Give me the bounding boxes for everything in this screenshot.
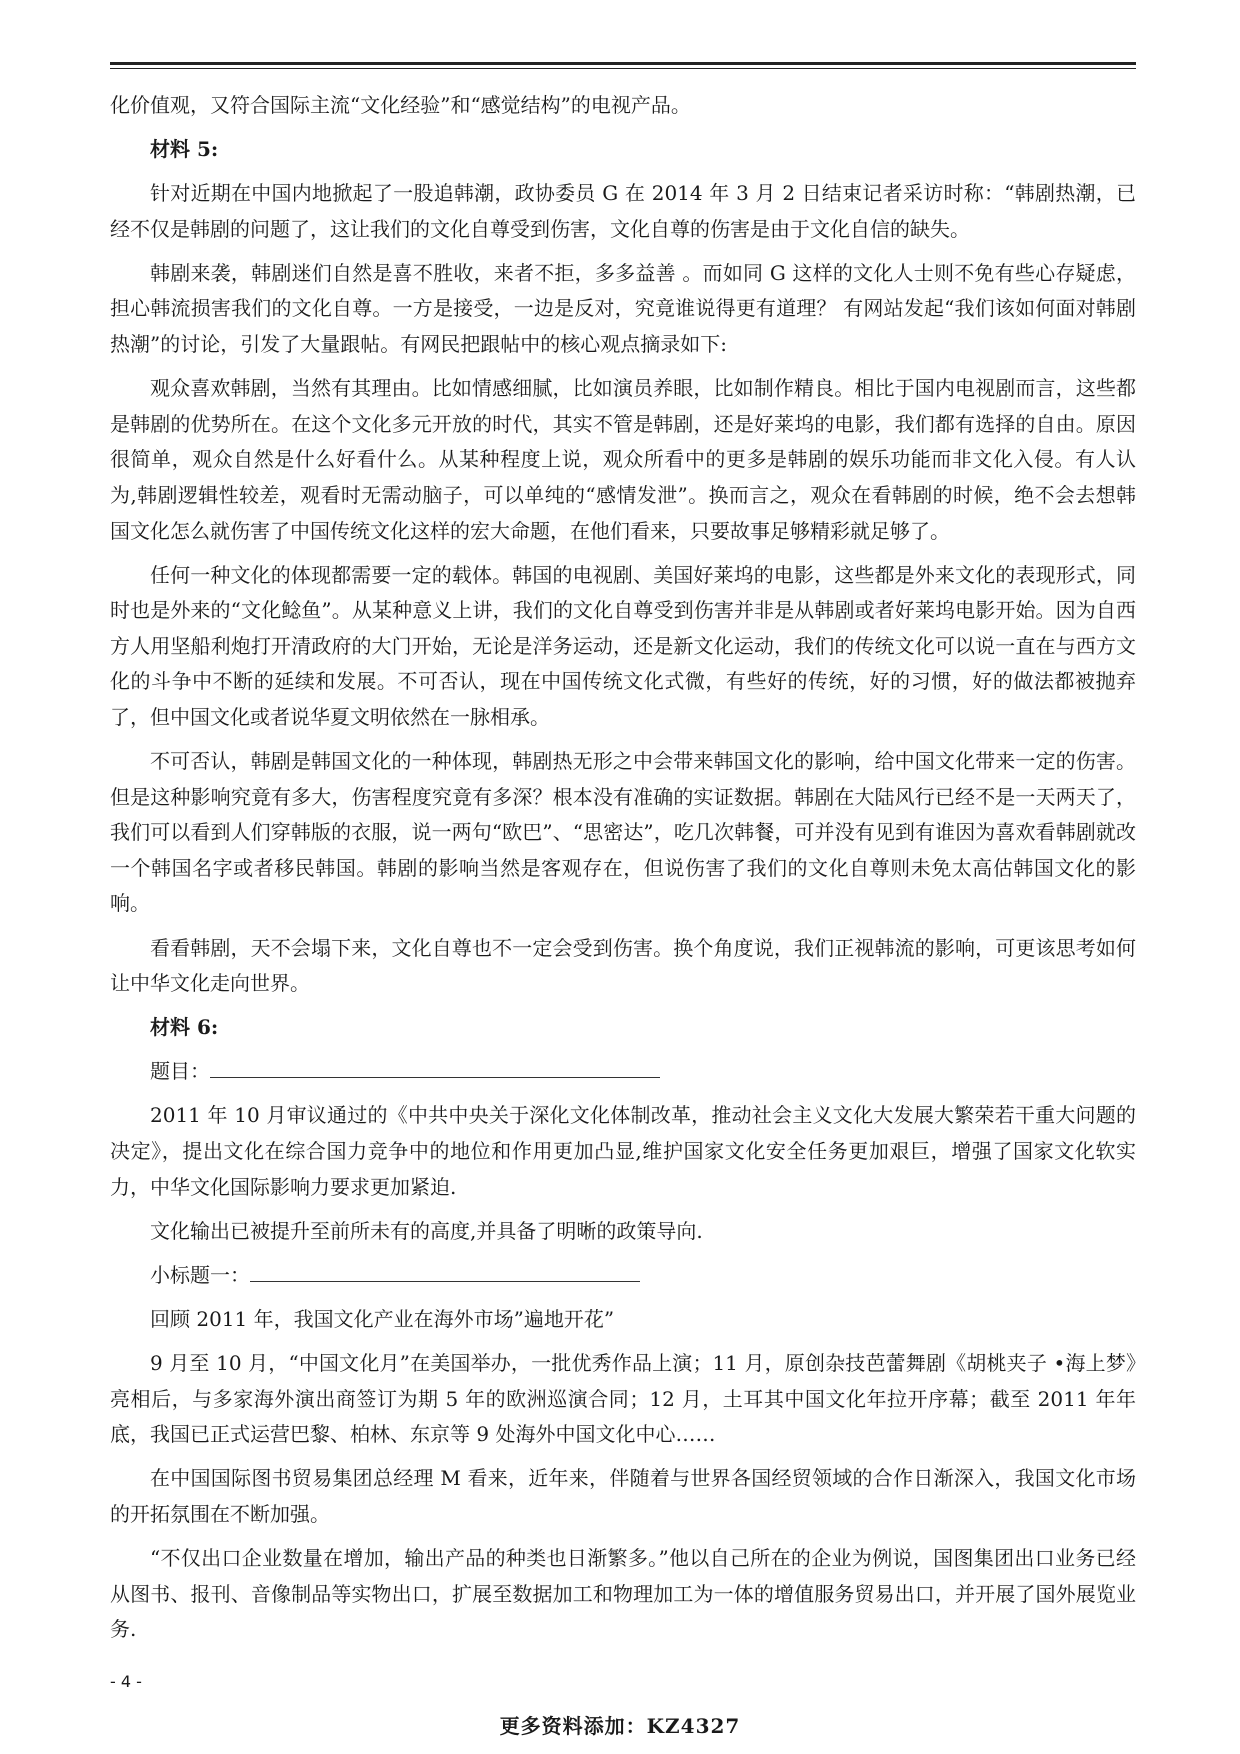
paragraph-continuation: 化价值观，又符合国际主流“文化经验”和“感觉结构”的电视产品。 — [110, 93, 691, 117]
paragraph: 在中国国际图书贸易集团总经理 M 看来，近年来，伴随着与世界各国经贸领域的合作日渐深入，我国文化市场的开拓氛围在不断加强。 — [110, 1466, 1136, 1526]
page-number: - 4 - — [110, 1672, 142, 1691]
paragraph: 针对近期在中国内地掀起了一股追韩潮，政协委员 G 在 2014 年 3 月 2 日结束记者采访时称：“韩剧热潮，已经不仅是韩剧的问题了，这让我们的文化自尊受到伤害，文化自尊的伤害是由于文化自信的缺失。 — [110, 181, 1136, 241]
paragraph: 回顾 2011 年，我国文化产业在海外市场”遍地开花” — [150, 1306, 615, 1331]
paragraph: 文化输出已被提升至前所未有的高度,并具备了明晰的政策导向. — [150, 1218, 703, 1243]
title-label: 题目： — [150, 1059, 210, 1084]
paragraph: 观众喜欢韩剧，当然有其理由。比如情感细腻，比如演员养眼，比如制作精良。相比于国内电视剧而言，这些都是韩剧的优势所在。在这个文化多元开放的时代，其实不管是韩剧，还是好莱坞的电影，我们都有选择的自由。原因很简单，观众自然是什么好看什么。从某种程度上说，观众所看中的更多是韩剧的娱乐功能而非文化入侵。有人认为,韩剧逻辑性较差，观看时无需动脑子，可以单纯的“感情发泄”。换而言之，观众在看韩剧的时候，绝不会去想韩国文化怎么就伤害了中国传统文化这样的宏大命题，在他们看来，只要故事足够精彩就足够了。 — [110, 376, 1136, 543]
material-5-heading: 材料 5: — [150, 137, 219, 162]
title-blank-line — [110, 1054, 1136, 1090]
header-rule-thick — [110, 62, 1136, 65]
title-blank — [210, 1055, 660, 1078]
paragraph: 韩剧来袭，韩剧迷们自然是喜不胜收，来者不拒，多多益善 。而如同 G 这样的文化人士则不免有些心存疑虑，担心韩流损害我们的文化自尊。一方是接受，一边是反对，究竟谁说得更有道理？ 有网站发起“我们该如何面对韩剧热潮”的讨论，引发了大量跟帖。有网民把跟帖中的核心观点摘录如下: — [110, 260, 1136, 357]
paragraph: 任何一种文化的体现都需要一定的载体。韩国的电视剧、美国好莱坞的电影，这些都是外来文化的表现形式，同时也是外来的“文化鲶鱼”。从某种意义上讲，我们的文化自尊受到伤害并非是从韩剧或者好莱坞电影开始。因为自西方人用坚船利炮打开清政府的大门开始，无论是洋务运动，还是新文化运动，我们的传统文化可以说一直在与西方文化的斗争中不断的延续和发展。不可否认，现在中国传统文化式微，有些好的传统，好的习惯，好的做法都被抛弃了，但中国文化或者说华夏文明依然在一脉相承。 — [110, 562, 1136, 729]
material-6-heading: 材料 6: — [150, 1015, 219, 1040]
document-body — [110, 88, 1136, 1656]
subtitle-blank-line — [110, 1258, 1136, 1294]
paragraph: 2011 年 10 月审议通过的《中共中央关于深化文化体制改革，推动社会主义文化大发展大繁荣若干重大问题的决定》，提出文化在综合国力竞争中的地位和作用更加凸显,维护国家文化安全任务更加艰巨，增强了国家文化软实力，中华文化国际影响力要求更加紧迫. — [110, 1103, 1136, 1199]
header-rule-thin — [110, 68, 1136, 69]
subtitle-label: 小标题一： — [150, 1262, 250, 1287]
footer-note: 更多资料添加：KZ4327 — [499, 1714, 741, 1738]
paragraph: “不仅出口企业数量在增加，输出产品的种类也日渐繁多。”他以自己所在的企业为例说，国图集团出口业务已经从图书、报刊、音像制品等实物出口，扩展至数据加工和物理加工为一体的增值服务贸易出口，并开展了国外展览业务. — [110, 1545, 1136, 1642]
paragraph: 不可否认，韩剧是韩国文化的一种体现，韩剧热无形之中会带来韩国文化的影响，给中国文化带来一定的伤害。但是这种影响究竟有多大，伤害程度究竟有多深？根本没有准确的实证数据。韩剧在大陆风行已经不是一天两天了，我们可以看到人们穿韩版的衣服，说一两句“欧巴”、“思密达”，吃几次韩餐，可并没有见到有谁因为喜欢看韩剧就改一个韩国名字或者移民韩国。韩剧的影响当然是客观存在，但说伤害了我们的文化自尊则未免太高估韩国文化的影响。 — [110, 749, 1136, 916]
paragraph: 9 月至 10 月，“中国文化月”在美国举办，一批优秀作品上演；11 月，原创杂技芭蕾舞剧《胡桃夹子 •海上梦》亮相后，与多家海外演出商签订为期 5 年的欧洲巡演合同；12 月，土耳其中国文化年拉开序幕；截至 2011 年年底，我国已正式运营巴黎、柏林、东京等 9 处海外中国文化中心…… — [110, 1351, 1136, 1447]
paragraph: 看看韩剧，天不会塌下来，文化自尊也不一定会受到伤害。换个角度说，我们正视韩流的影响，可更该思考如何让中华文化走向世界。 — [110, 935, 1136, 996]
subtitle-blank — [250, 1259, 640, 1282]
